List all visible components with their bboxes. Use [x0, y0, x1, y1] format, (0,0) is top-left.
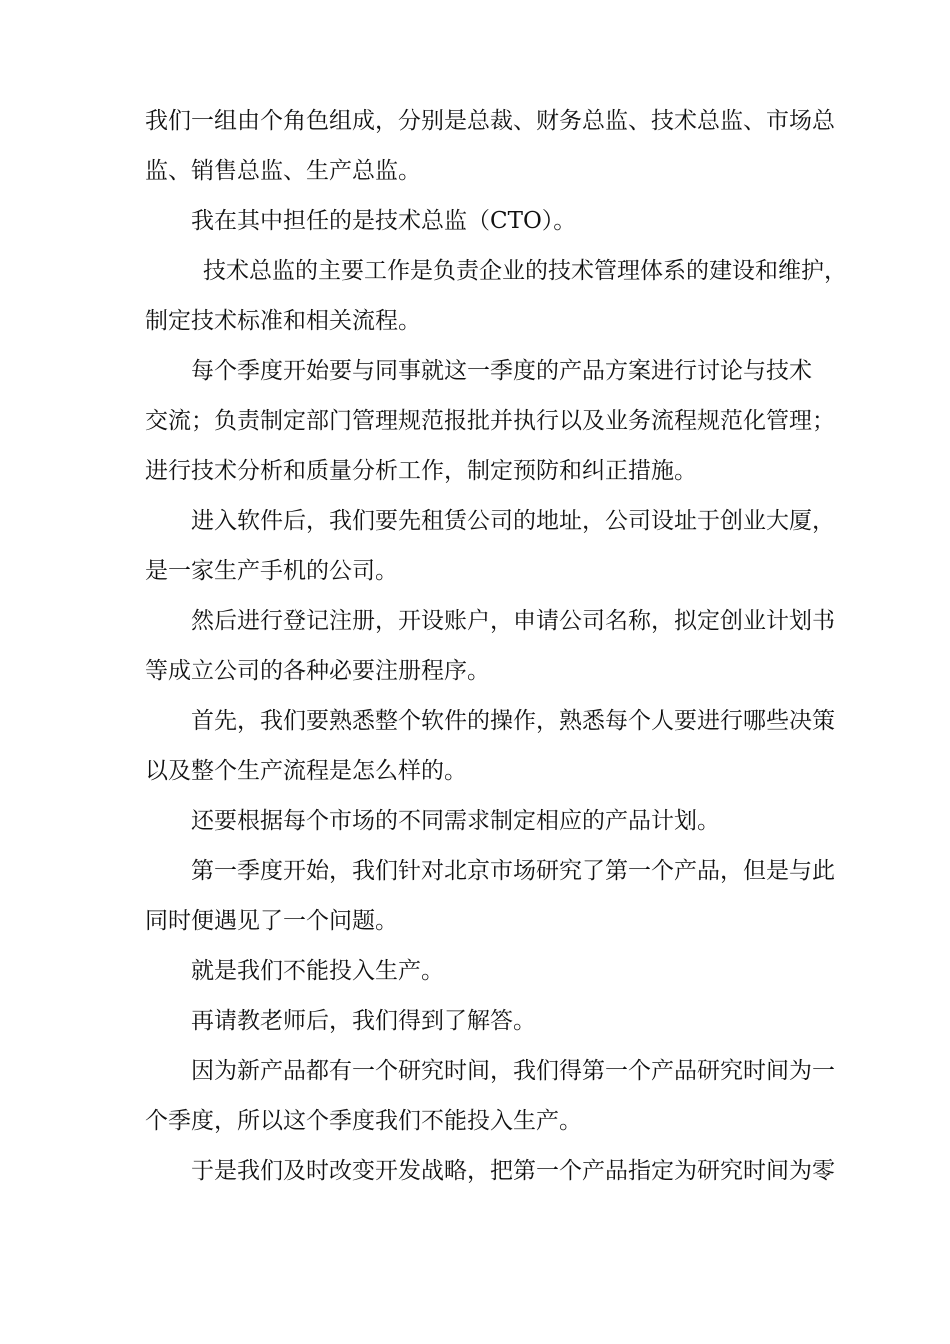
text-line: 第一季度开始，我们针对北京市场研究了第一个产品，但是与此 [191, 858, 835, 884]
text-line: 是一家生产手机的公司。 [145, 558, 398, 584]
text-line: 首先，我们要熟悉整个软件的操作，熟悉每个人要进行哪些决策 [191, 708, 835, 734]
text-line: 进行技术分析和质量分析工作，制定预防和纠正措施。 [145, 458, 697, 484]
text-line: 我在其中担任的是技术总监（CTO）。 [191, 208, 577, 234]
text-line: 我们一组由个角色组成，分别是总裁、财务总监、技术总监、市场总 [145, 108, 835, 134]
text-line: 每个季度开始要与同事就这一季度的产品方案进行讨论与技术 [191, 358, 812, 384]
text-line: 同时便遇见了一个问题。 [145, 908, 398, 934]
text-line: 技术总监的主要工作是负责企业的技术管理体系的建设和维护， [203, 258, 847, 284]
text-line: 等成立公司的各种必要注册程序。 [145, 658, 490, 684]
text-line: 制定技术标准和相关流程。 [145, 308, 421, 334]
text-line: 交流；负责制定部门管理规范报批并执行以及业务流程规范化管理； [145, 408, 835, 434]
text-line: 再请教老师后，我们得到了解答。 [191, 1008, 536, 1034]
text-line: 监、销售总监、生产总监。 [145, 158, 421, 184]
text-line: 于是我们及时改变开发战略，把第一个产品指定为研究时间为零 [191, 1158, 835, 1184]
text-line: 进入软件后，我们要先租赁公司的地址，公司设址于创业大厦， [191, 508, 835, 534]
text-line: 以及整个生产流程是怎么样的。 [145, 758, 467, 784]
text-line: 就是我们不能投入生产。 [191, 958, 444, 984]
text-line: 然后进行登记注册，开设账户，申请公司名称，拟定创业计划书 [191, 608, 835, 634]
text-line: 个季度，所以这个季度我们不能投入生产。 [145, 1108, 582, 1134]
text-line: 因为新产品都有一个研究时间，我们得第一个产品研究时间为一 [191, 1058, 835, 1084]
text-line: 还要根据每个市场的不同需求制定相应的产品计划。 [191, 808, 720, 834]
